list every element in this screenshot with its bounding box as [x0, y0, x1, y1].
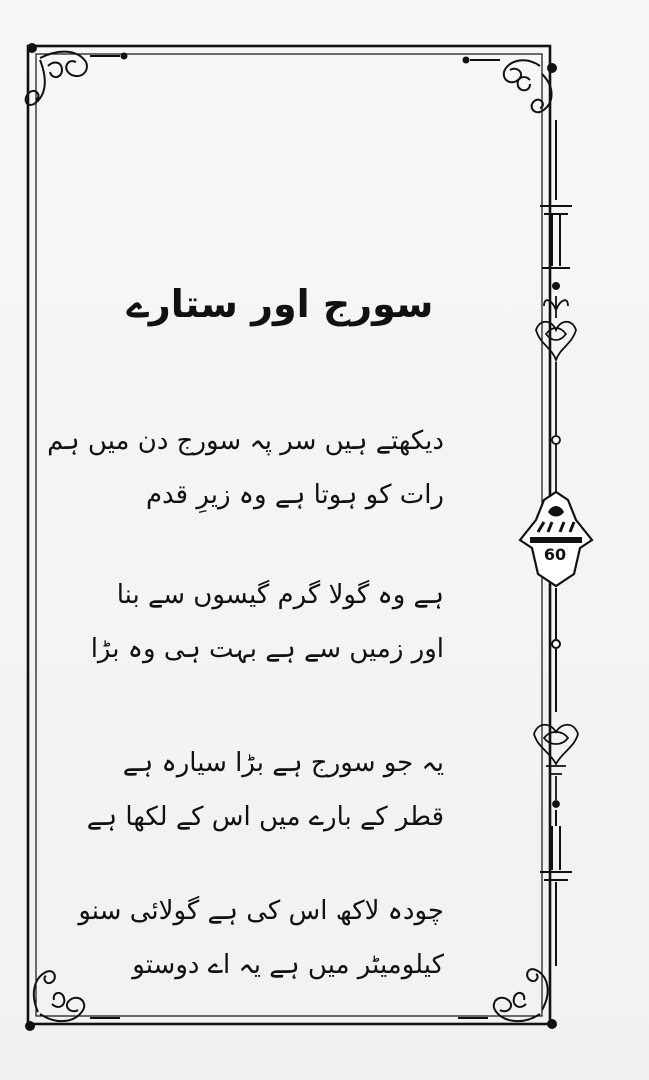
verse-line: دیکھتے ہیں سر پہ سورج دن میں ہم	[47, 426, 444, 456]
verse-line: رات کو ہوتا ہے وہ زیرِ قدم	[145, 480, 444, 510]
corner-scroll-icon	[26, 971, 120, 1030]
verse-line: اور زمیں سے ہے بہت ہی وہ بڑا	[90, 634, 444, 664]
corner-scroll-icon	[26, 44, 127, 105]
page-emblem-icon	[520, 492, 592, 586]
poem-title: سورج اور ستارے	[126, 282, 434, 326]
page-number: 60	[543, 545, 567, 564]
verse-line: چودہ لاکھ اس کی ہے گولائی سنو	[78, 896, 444, 926]
corner-scroll-icon	[458, 969, 556, 1028]
poem-stanza	[47, 414, 444, 522]
verse-line: قطر کے بارے میں اس کے لکھا ہے	[86, 802, 444, 832]
verse-line: کیلومیٹر میں ہے یہ اے دوستو	[132, 950, 444, 980]
poem-stanza	[90, 568, 444, 676]
spine-ornament-icon	[540, 120, 572, 289]
spine-ornament-icon	[552, 588, 560, 712]
floral-ornament-icon	[534, 725, 578, 807]
poem-stanza	[78, 884, 444, 992]
verse-line: یہ جو سورج ہے بڑا سیارہ ہے	[122, 748, 444, 778]
spine-ornament-icon	[540, 810, 572, 966]
poem-stanza	[86, 736, 444, 844]
verse-line: ہے وہ گولا گرم گیسوں سے بنا	[116, 580, 444, 610]
